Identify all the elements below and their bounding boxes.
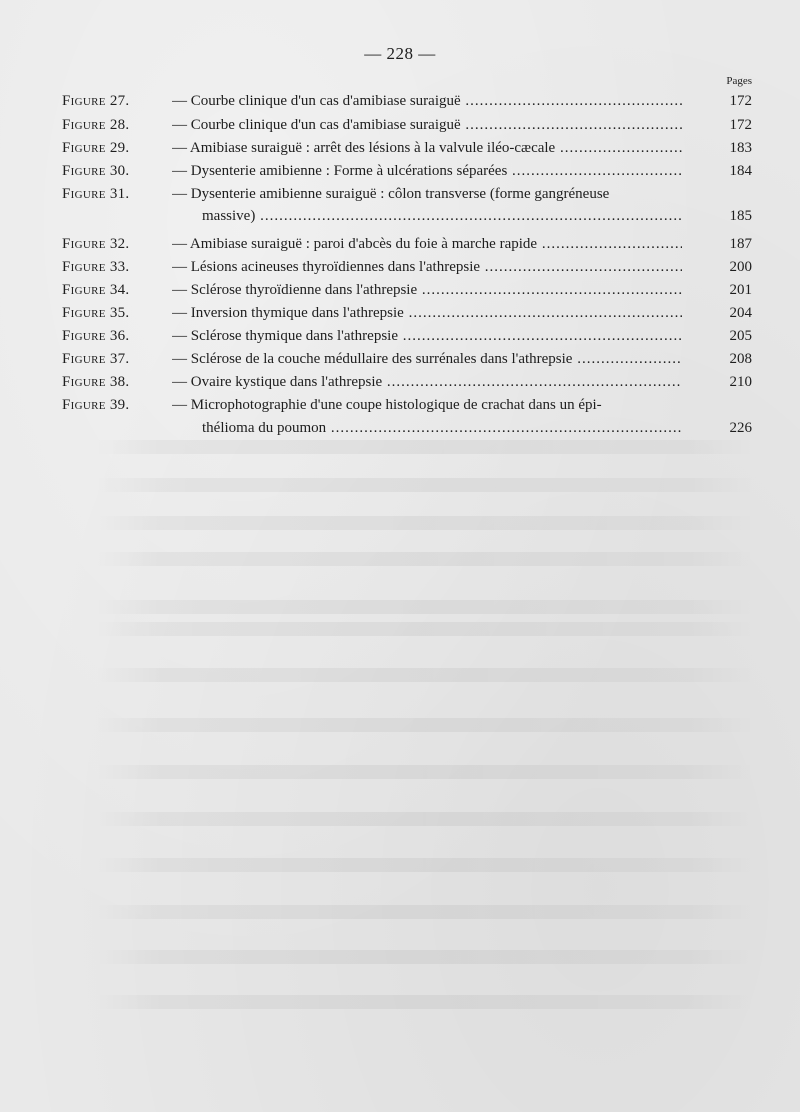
entry-page: 226 bbox=[729, 420, 752, 436]
entry-page: 204 bbox=[729, 305, 752, 321]
show-through-texture bbox=[95, 765, 755, 779]
entry-title: — Ovaire kystique dans l'athrepsie ..... bbox=[172, 371, 682, 393]
entry-page: 172 bbox=[729, 117, 752, 133]
entry-title: — Inversion thymique dans l'athrepsie ..... bbox=[172, 302, 682, 324]
entry-page: 200 bbox=[729, 259, 752, 275]
show-through-texture bbox=[95, 812, 755, 826]
entry-title: — Sclérose thyroïdienne dans l'athrepsie ..... bbox=[172, 279, 682, 301]
show-through-texture bbox=[95, 478, 755, 492]
toc-entry bbox=[62, 183, 752, 205]
figure-label: Figure 36. bbox=[62, 328, 130, 344]
entry-page: 185 bbox=[729, 208, 752, 224]
toc-entry bbox=[62, 233, 752, 255]
entry-title: — Amibiase suraiguë : paroi d'abcès du foie à marche rapide ..... bbox=[172, 233, 682, 255]
toc-entry bbox=[62, 371, 752, 393]
figure-label: Figure 38. bbox=[62, 374, 130, 390]
entry-page: 172 bbox=[729, 93, 752, 109]
entry-title: — Courbe clinique d'un cas d'amibiase suraiguë ..... bbox=[172, 114, 682, 136]
figure-label: Figure 31. bbox=[62, 186, 130, 202]
toc-entry bbox=[62, 302, 752, 324]
show-through-texture bbox=[95, 668, 755, 682]
toc-entry bbox=[62, 325, 752, 347]
figure-label: Figure 37. bbox=[62, 351, 130, 367]
entry-page: 183 bbox=[729, 140, 752, 156]
toc-entry bbox=[62, 279, 752, 301]
figure-label: Figure 30. bbox=[62, 163, 130, 179]
entry-title: — Courbe clinique d'un cas d'amibiase suraiguë ..... bbox=[172, 90, 682, 112]
figure-label: Figure 28. bbox=[62, 117, 130, 133]
entry-title-continuation: massive) ..... bbox=[202, 205, 682, 227]
entry-title: — Sclérose thymique dans l'athrepsie ..... bbox=[172, 325, 682, 347]
toc-entry-continuation bbox=[62, 417, 752, 439]
toc-entry bbox=[62, 394, 752, 416]
show-through-texture bbox=[95, 995, 755, 1009]
toc-entry bbox=[62, 114, 752, 136]
figure-label: Figure 35. bbox=[62, 305, 130, 321]
entry-title: — Sclérose de la couche médullaire des surrénales dans l'athrepsie ..... bbox=[172, 348, 682, 370]
entry-page: 210 bbox=[729, 374, 752, 390]
entry-page: 205 bbox=[729, 328, 752, 344]
show-through-texture bbox=[95, 718, 755, 732]
toc-entry bbox=[62, 256, 752, 278]
entry-page: 187 bbox=[729, 236, 752, 252]
figure-label: Figure 27. bbox=[62, 93, 130, 109]
toc-entry bbox=[62, 160, 752, 182]
toc-entry bbox=[62, 90, 752, 112]
entry-page: 201 bbox=[729, 282, 752, 298]
figure-label: Figure 29. bbox=[62, 140, 130, 156]
entry-page: 184 bbox=[729, 163, 752, 179]
figure-label: Figure 33. bbox=[62, 259, 130, 275]
toc-entry-continuation bbox=[62, 205, 752, 227]
entry-title: — Amibiase suraiguë : arrêt des lésions à la valvule iléo-cæcale ..... bbox=[172, 137, 682, 159]
entry-title: — Lésions acineuses thyroïdiennes dans l'athrepsie ..... bbox=[172, 256, 682, 278]
show-through-texture bbox=[95, 905, 755, 919]
show-through-texture bbox=[95, 440, 755, 454]
entry-title: — Dysenterie amibienne : Forme à ulcérations séparées ..... bbox=[172, 160, 682, 182]
figure-label: Figure 39. bbox=[62, 397, 130, 413]
show-through-texture bbox=[95, 552, 755, 566]
entry-title: — Microphotographie d'une coupe histologique de crachat dans un épi- bbox=[172, 397, 602, 413]
entry-title-continuation: thélioma du poumon ..... bbox=[202, 417, 682, 439]
show-through-texture bbox=[95, 600, 755, 614]
show-through-texture bbox=[95, 858, 755, 872]
toc-entry bbox=[62, 137, 752, 159]
toc-entry bbox=[62, 348, 752, 370]
pages-column-header: Pages bbox=[726, 75, 752, 87]
figure-label: Figure 32. bbox=[62, 236, 130, 252]
page-number: — 228 — bbox=[364, 44, 436, 63]
entry-page: 208 bbox=[729, 351, 752, 367]
figure-label: Figure 34. bbox=[62, 282, 130, 298]
entry-title: — Dysenterie amibienne suraiguë : côlon transverse (forme gangréneuse bbox=[172, 186, 610, 202]
show-through-texture bbox=[95, 516, 755, 530]
show-through-texture bbox=[95, 950, 755, 964]
show-through-texture bbox=[95, 622, 755, 636]
